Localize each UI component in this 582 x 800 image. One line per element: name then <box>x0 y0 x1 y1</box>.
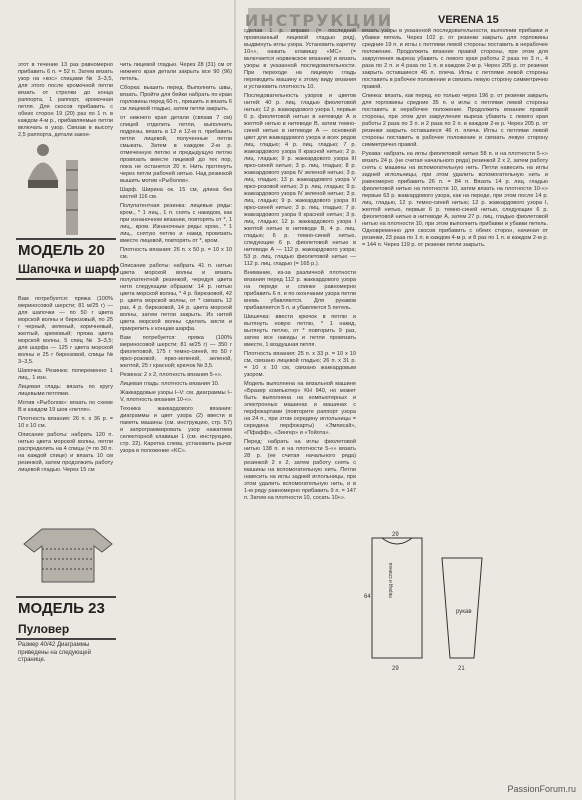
paragraph: Плотность вязания: 25 п. x 33 р. = 10 x 10 см, связано лицевой гладью; 26 п. x 31 р. = 10 x 10 см, связано жаккардовым узором. <box>244 351 356 378</box>
model23-size <box>18 642 113 665</box>
paragraph: этот в течение 13 раз равномерно прибавить 6 п. = 52 п. Затем вязать узор на «кос» спицами № 3–3,5, для этого после кромочной петли вязать от стрелки до конца раппорта, 1 раппорт, кромочная петля. Для скосов прибавить с обеих сторон 19 (20) раз по 1 п. в каждом 4-м р., прибавляемые петли включать в узор. Связав в высоту 2,5 раппорта, детали закон- <box>18 62 113 138</box>
paragraph: Полупатентная резинка: лицевые ряды: кром., * 1 лиц., 1 п. снять с накидом, как при изнаночном вязании, повторять от *, 1 лиц., кром. Изнаночные ряды: кром., * 1 лиц., снятую петлю и накид провязать вместе лицевой, повторять от *, кром. <box>120 203 232 244</box>
hat-band <box>28 180 58 188</box>
paragraph: Последовательность узоров и цветов нитей: 40 р. лиц. гладью фиолетовой нитью; 12 р. жаккардового узора I, первые 6 р. фиолетовой нитью в нитеводе А и желтой нитью в нитеводе В, затем темно-синей нитью в нитеводе А — основной цвет для жаккардового узора и всех рядов лиц. гладью; 4 р. лиц. гладью; 7 р. жаккардового узора II красной нитью; 2 р. лиц. гладью; 9 р. жаккардового узора III ярко-синей нитью; 3 р. лиц. гладью; 8 р. жаккардового узора IV зеленой нитью; 3 р. лиц. гладью; 13 р. жаккардового узора V ярко-розовой нитью; 3 р. лиц. гладью; 9 р. жаккардового узора IV зеленой нитью; 3 р. лиц. гладью; 9 р. жаккардового узора III ярко-синей нитью; 3 р. лиц. гладью; 7 р. жаккардового узора II красной нитью; 3 р. лиц. гладью; 12 р. жаккардового узора I желтой нитью в нитеводе В, 4 р. лиц. гладью; 6 р. темно-синей нитью, следующие 6 р. фиолетовой нитью в нитеводе А — 112 р. жаккардового узора; 53 р. лиц. гладью фиолетовой нитью — 112 р. лиц. гладью (= 165 р.). <box>244 93 356 267</box>
note-text: Диаграммы приведены на следующей странице. <box>18 642 91 663</box>
paragraph: Перед: набрать на иглы фиолетовой нитью 138 п. и на плотности 5-«» вязать 28 р. (не считая начального ряда) резинкой 2 x 2, затем работу снять с машины на вспомогательную нить. Петли навесить на иглы задней иглольницы, при этом удалить вспомогательную нить, и в 1-м ряду равномерно прибавить 9 п. = 147 п. Затем на плотности 10, сосать 10«». <box>244 439 356 501</box>
column-4 <box>362 28 548 251</box>
diagram-label-sleeve: рукав <box>456 609 472 615</box>
divider <box>16 638 116 640</box>
paragraph: вязать узоры в указанной последовательности, выполнив прибавки и убавки петель. Через 102 р. от резинки закрыть для горловины средние 19 п. и иглы с петлями левой стороны поставить в нерабочее положение. Продолжить вязание правой стороны, при этом для закругления выреза убавить с левого края работы 2 раза по 3 п., 4 раза по 2 п. и 4 раза по 1 п. в каждом 2-м р. Через 205 р. от резинки закрыть оставшиеся 46 п. плеча. Иглы с петлями левой стороны поставить в рабочее положение и связать левую сторону симметрично правой. <box>362 28 548 90</box>
column-1 <box>18 296 113 476</box>
column-1-top <box>18 62 113 141</box>
paragraph: Вам потребуется: пряжа (100% мериносовой шерсти; 81 м/25 г) — для шапочки — по 50 г цвета морской волны и бирюзовый, по 25 г черный, зеленый, коричневый, желтый, кремовый; пряжа цвета морской волны, 5 спиц № 3–3,5; для шарфа — 125 г цвета морской волны и 25 г бирюзовой, спицы № 3–3,5. <box>18 296 113 365</box>
diagram-label-width: 29 <box>392 666 399 672</box>
page-fold <box>234 0 236 800</box>
paragraph: Описание работы: набрать 41 п. нитью цвета морской волны и вязать полупатентной резинкой, чередуя цвета нити следующим образом: 14 р. нитью цвета морской волны, * 4 р. бирюзовой, 42 р. цвета морской волны, от * связать 12 раз, 4 р. бирюзовой, 14 р. цвета морской волны, затем петли закрыть. Из нитей цвета морской волны сделать кисти и прикрепить к концам шарфа. <box>120 263 232 332</box>
diagram-label-height: 64 <box>364 594 371 600</box>
model20-title: МОДЕЛЬ 20 <box>18 242 105 259</box>
model20-subtitle: Шапочка и шарф <box>18 262 120 276</box>
column-3 <box>244 28 356 504</box>
paragraph: Описание работы: набрать 120 п. нитью цвета морской волны, петли распределить на 4 спицы (= по 30 п. на каждой спице) и вязать 10 см резинкой, затем продолжить работу лицевой гладью. Через 15 см <box>18 432 113 473</box>
divider <box>16 278 116 280</box>
sleeve-schema <box>442 558 482 658</box>
hat-pompom <box>37 144 49 156</box>
pattern-diagram <box>362 528 492 678</box>
section-header: ИНСТРУКЦИИ <box>248 8 390 32</box>
paragraph: Шарф. Ширина ок. 15 см, длина без кистей 116 см. <box>120 187 232 200</box>
paragraph: сделав 1 р. вправо (= последний провязанный лицевой гладью ряд), выдвинуть иглы узора. Установить каретку 10«», нажать клавишу «MC» (= включается норвежское вязание) и вязать узоры в указанной последовательности. При переходе на лицевую гладь переводить машину к этому виду вязания и установить плотность 10. <box>244 28 356 90</box>
paragraph: Вам потребуется: пряжа (100% мериносовой шерсти; 81 м/25 г) — 350 г фиолетовой, 175 г темно-синей, по 50 г ярко-розовой, ярко-зеленой, зеленой, желтой, 25 г красной; крючок № 3,5. <box>120 335 232 369</box>
paragraph: Лицевая гладь: вязать по кругу лицевыми петлями. <box>18 384 113 397</box>
paragraph: Резинка: 2 x 2, плотность вязания 5-«». <box>120 372 223 378</box>
magazine-name: VERENA 15 <box>438 14 499 26</box>
paragraph: Мотив «Рыболов»: вязать по схеме В в каждом 19 шов «петля». <box>18 400 113 413</box>
paragraph: от нижнего края детали (связав 7 см) спицей отделить петли, выполнить подрезы, вязать в 12 и 12-м п. прибавить петли лицевой, полученные петли смыкать. Затем в каждом 2-м р. отмеченную петлю и предыдущую петлю провязать вместе лицевой до тех пор, пока не останется 20 п. Нить протянуть через петли рабочей нитью. Над резинкой вышить мотив «Рыболов». <box>120 115 232 184</box>
paragraph: Плотность вязания: 26 п. x 50 р. = 10 x 10 см. <box>120 247 232 260</box>
paragraph: Жаккардовые узоры I–V: см. диаграммы I–V, плотность вязания 10-«». <box>120 390 232 403</box>
paragraph: Рукава: набрать на иглы фиолетовой нитью 58 п. и на плотности 5-«» вязать 24 р. (не считая начального ряда) резинкой 2 x 2, затем работу снять с машины на вспомогательную нить. Петли навесить на иглы задней иглольницы, при этом удалить вспомогательную нить и равномерно прибавить 26 п. = 84 п. Вязать 14 р. лиц. гладью фиолетовой нитью на плотности 10, затем вязать на плотности 10-«» первые 63 р. жаккардового узора, как на переде, при этом после 14 р. лиц. гладью, 12 р. темно-синей нитью; 12 р. жаккардового узора I, желтой нитью, первые 6 р. темно-синей нитью, следующие 6 р. фиолетовой нитью в нитеводе А, затем 27 р. лиц. гладью фиолетовой нитью на плотности 10, при этом выполнить прибавки и убавки петель. Одновременно для скосов прибавить с обеих сторон, начиная от резинки, 23 раза по 1 п. в каждом 4-м р. и 8 раз по 1 п. в каждом 2-м р. = 144 п. Через 119 р. от резинки петли закрыть. <box>362 151 548 248</box>
scarf-shape <box>66 160 78 235</box>
pullover-shape <box>24 529 112 582</box>
diagram-label-sleeve-width: 21 <box>458 666 465 672</box>
paragraph: Модель выполнена на вязальной машине «Бразер компьютер» KH 940, но может быть выполнена на компьютерных и электронных машинах и машинах с перфокартами (повторите раппорт узора на 24 п., при этом середину иглольницы = середина перфокарты) «Эмпиcalt», «Пфафф», «Зингер» и «Тойота». <box>244 381 356 436</box>
paragraph: Техника жаккардового вязания: диаграммы и цвет узора (2) ввести в память машины (см. инструкцию, стр. 57) и запрограммировать узор нажатием селекторной клавиши 1 (см. инструкцию, стр. 22). Каретка слева, установить рычаг узора в положение «KC». <box>120 406 232 454</box>
diagram-label-top: 29 <box>392 532 399 538</box>
divider <box>16 238 116 240</box>
size-text: Размер 40/42 <box>18 642 56 648</box>
model23-title: МОДЕЛЬ 23 <box>18 600 105 617</box>
paragraph: Сборка: вышить перед. Выполнить швы, вязать. Пройти для бейки набрать по краю горловины перед 60 п., пришить и вязать 6 см лицевой гладью, затем петли закрыть. <box>120 85 232 112</box>
neckline <box>382 538 412 544</box>
hat-scarf-illustration <box>18 140 93 240</box>
paragraph: Шишечка: ввести крючок в петлю и вытянуть новую петлю, * 1 накид, вытянуть петлю, от * повторить 9 раз, затем все накиды и петли провязать вместе, 1 воздушная петля. <box>244 314 356 348</box>
watermark: PassionForum.ru <box>507 784 576 794</box>
column-2 <box>120 62 232 457</box>
paragraph: Плотность вязания: 26 п. x 36 р. = 10 x 10 см. <box>18 416 113 429</box>
divider <box>16 596 116 598</box>
paragraph: Внимание, из-за различной плотности вязания перед 112 р. жаккардового узора на переде и спинке равномерно прибавить 6 п. и по окончании узора петли вновь убавляются. Для рукавов прибавляется 5 п. и убавляется 5 петель. <box>244 270 356 311</box>
diagram-label-body: перед и спинка <box>388 562 394 598</box>
hat-shape <box>28 163 58 181</box>
body-schema <box>372 538 422 658</box>
paragraph: Спинка: вязать, как перед, но только через 196 р. от резинки закрыть для горловины средние 35 п. и иглы с петлями левой стороны поставить в нерабочее положение. Продолжить вязание правой стороны, при этом для закругления выреза убавить с левого края работы 2 раза по 3 п. и 2 раза по 2 п. в каждом 2-м р. Через 205 р. от резинки закрыть оставшиеся 46 п. плеча. Иглы с петлями левой стороны поставить в рабочее положение и связать левую сторону симметрично правой. <box>362 93 548 148</box>
model23-subtitle: Пуловер <box>18 622 70 636</box>
paragraph: чить лицевой гладью. Через 28 (31) см от нижнего края детали закрыть все 90 (96) петель. <box>120 62 232 82</box>
paragraph: Шапочка. Резинка: попеременно 1 лиц., 1 изн. <box>18 368 113 381</box>
pullover-illustration <box>22 524 114 584</box>
paragraph: Лицевая гладь: плотность вязания 10. <box>120 381 220 387</box>
